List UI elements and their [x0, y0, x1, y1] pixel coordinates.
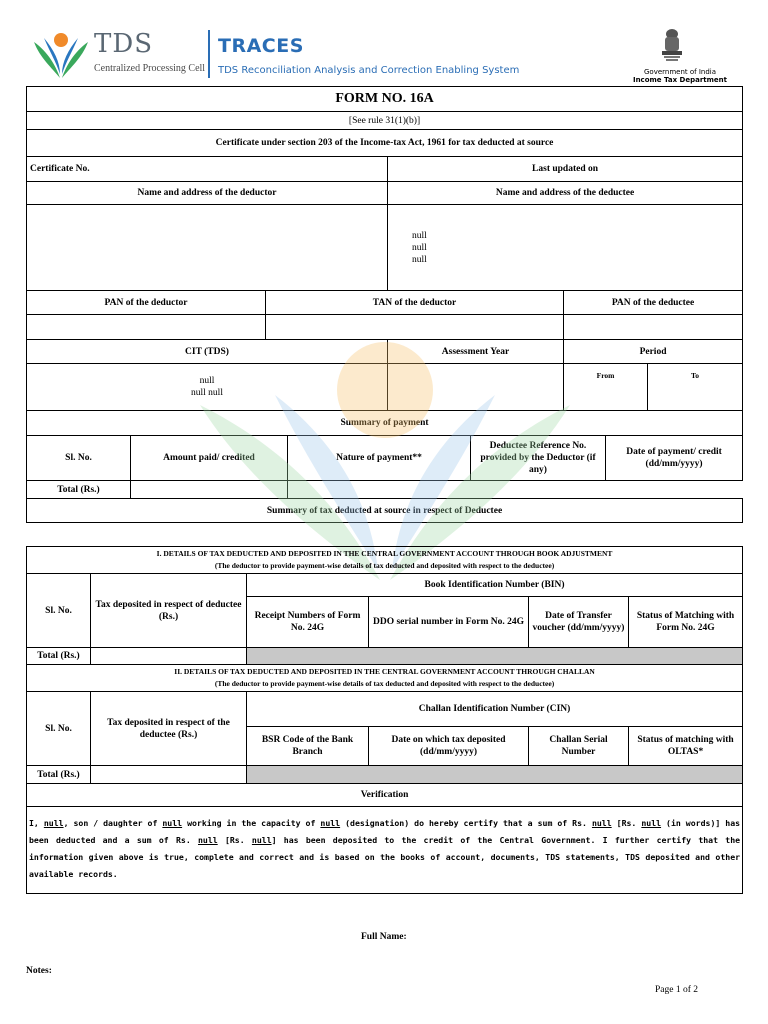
page-header	[0, 0, 768, 86]
part1-subheading: (The deductor to provide payment-wise details of tax deducted and deposited with respect to the deductee)	[214, 561, 555, 570]
national-emblem-icon	[657, 27, 687, 65]
notes-label: Notes:	[26, 966, 52, 976]
part2-oltas-status: Status of matching with OLTAS*	[629, 727, 743, 766]
part2-deposit-date: Date on which tax deposited (dd/mm/yyyy)	[369, 727, 529, 766]
payment-total-label: Total (Rs.)	[27, 481, 131, 499]
verification-text-part: , son / daughter of	[63, 818, 163, 828]
payment-total-amount	[131, 481, 288, 499]
verification-parent: null	[162, 818, 183, 828]
deductee-address-line: null	[412, 242, 427, 253]
deductee-address-line: null	[412, 254, 427, 265]
verification-deposited-words: null	[251, 835, 272, 845]
full-name-label: Full Name:	[361, 932, 407, 942]
verification-text-part: (in words)] has been deducted and a sum of Rs.	[29, 818, 741, 845]
page-number: Page 1 of 2	[655, 985, 699, 995]
verification-designation: null	[320, 818, 341, 828]
part1-matching-status: Status of Matching with Form No. 24G	[629, 597, 743, 648]
part1-bin-label: Book Identification Number (BIN)	[247, 574, 743, 597]
certificate-heading: Certificate under section 203 of the Income-tax Act, 1961 for tax deducted at source	[27, 130, 743, 157]
period-from: From	[564, 364, 648, 411]
period-label: Period	[564, 340, 743, 364]
verification-text-part: I,	[29, 818, 44, 828]
payment-header-nature: Nature of payment**	[288, 436, 471, 481]
last-updated-label: Last updated on	[388, 157, 743, 182]
assessment-year-label: Assessment Year	[388, 340, 564, 364]
part2-tax-deposited: Tax deposited in respect of the deductee (Rs.)	[91, 692, 247, 766]
deductee-address-cell	[388, 205, 743, 291]
pan-deductee-label: PAN of the deductee	[564, 291, 743, 315]
part1-total-label: Total (Rs.)	[27, 648, 91, 665]
verification-text-part: working in the capacity of	[182, 818, 321, 828]
payment-header-sl-no: Sl. No.	[27, 436, 131, 481]
header-divider	[208, 30, 210, 78]
deductee-address-line: null	[412, 230, 427, 241]
part1-total-shaded	[247, 648, 743, 665]
form-summary-table	[26, 86, 743, 523]
payment-header-reference: Deductee Reference No. provided by the Deductor (if any)	[471, 436, 606, 481]
certificate-no-label: Certificate No.	[27, 157, 388, 182]
verification-name: null	[43, 818, 64, 828]
cit-value-line: null null	[191, 388, 223, 398]
cit-value-cell	[27, 364, 388, 411]
pan-deductee-value	[564, 315, 743, 340]
part2-total-shaded	[247, 766, 743, 784]
part2-heading-cell	[27, 665, 743, 692]
part1-transfer-date: Date of Transfer voucher (dd/mm/yyyy)	[529, 597, 629, 648]
cit-label: CIT (TDS)	[27, 340, 388, 364]
pan-deductor-value	[27, 315, 266, 340]
verification-text-part: [Rs.	[217, 835, 252, 845]
part1-heading-cell	[27, 547, 743, 574]
verification-title: Verification	[27, 784, 743, 807]
tan-deductor-value	[266, 315, 564, 340]
summary-payment-label: Summary of payment	[27, 411, 743, 436]
part2-cin-label: Challan Identification Number (CIN)	[247, 692, 743, 727]
traces-wordmark: TRACES	[218, 35, 304, 57]
part2-heading: II. DETAILS OF TAX DEDUCTED AND DEPOSITED IN THE CENTRAL GOVERNMENT ACCOUNT THROUGH CHALLAN	[174, 667, 595, 676]
part2-total-label: Total (Rs.)	[27, 766, 91, 784]
payment-header-amount: Amount paid/ credited	[131, 436, 288, 481]
part1-receipt-numbers: Receipt Numbers of Form No. 24G	[247, 597, 369, 648]
gov-line-2: Income Tax Department	[632, 76, 728, 84]
payment-total-blank	[288, 481, 743, 499]
part2-sl-no: Sl. No.	[27, 692, 91, 766]
verification-text-part: [Rs.	[611, 818, 642, 828]
tds-logo-icon	[30, 28, 92, 80]
deductor-address-cell	[27, 205, 388, 291]
cit-value-line: null	[199, 376, 215, 386]
verification-text-part: ] has been deposited to the credit of the Central Government. I further certify that the information given above is true, complete and correct and is based on the books of account, documents, TDS statements, TDS deposited and other available records.	[29, 835, 741, 879]
part2-subheading: (The deductor to provide payment-wise details of tax deducted and deposited with respect to the deductee)	[214, 679, 555, 688]
verification-deposited-amount: null	[197, 835, 218, 845]
gov-of-india-label	[630, 68, 730, 84]
pan-deductor-label: PAN of the deductor	[27, 291, 266, 315]
tds-subtitle: Centralized Processing Cell	[94, 63, 206, 74]
part1-heading: I. DETAILS OF TAX DEDUCTED AND DEPOSITED IN THE CENTRAL GOVERNMENT ACCOUNT THROUGH BOOK ADJUSTMENT	[156, 549, 613, 558]
part2-total-value	[91, 766, 247, 784]
tan-deductor-label: TAN of the deductor	[266, 291, 564, 315]
deductee-name-label: Name and address of the deductee	[388, 182, 743, 205]
tax-details-table	[26, 546, 743, 894]
verification-deducted-words: null	[641, 818, 662, 828]
part2-bsr-code: BSR Code of the Bank Branch	[247, 727, 369, 766]
part1-total-value	[91, 648, 247, 665]
summary-tds-label: Summary of tax deducted at source in respect of Deductee	[27, 499, 743, 523]
part1-ddo-serial: DDO serial number in Form No. 24G	[369, 597, 529, 648]
assessment-year-value	[388, 364, 564, 411]
payment-header-date: Date of payment/ credit (dd/mm/yyyy)	[606, 436, 743, 481]
verification-text-part: (designation) do hereby certify that a sum of Rs.	[340, 818, 592, 828]
gov-line-1: Government of India	[643, 68, 717, 76]
traces-subtitle: TDS Reconciliation Analysis and Correction Enabling System	[218, 65, 520, 76]
period-to: To	[648, 364, 743, 411]
tds-wordmark: TDS	[94, 29, 153, 59]
deductor-name-label: Name and address of the deductor	[27, 182, 388, 205]
form-title: FORM NO. 16A	[27, 87, 743, 112]
part1-tax-deposited: Tax deposited in respect of deductee (Rs.)	[91, 574, 247, 648]
verification-deducted-amount: null	[591, 818, 612, 828]
part2-challan-serial: Challan Serial Number	[529, 727, 629, 766]
form-rule: [See rule 31(1)(b)]	[27, 112, 743, 130]
verification-text	[27, 807, 743, 894]
part1-sl-no: Sl. No.	[27, 574, 91, 648]
